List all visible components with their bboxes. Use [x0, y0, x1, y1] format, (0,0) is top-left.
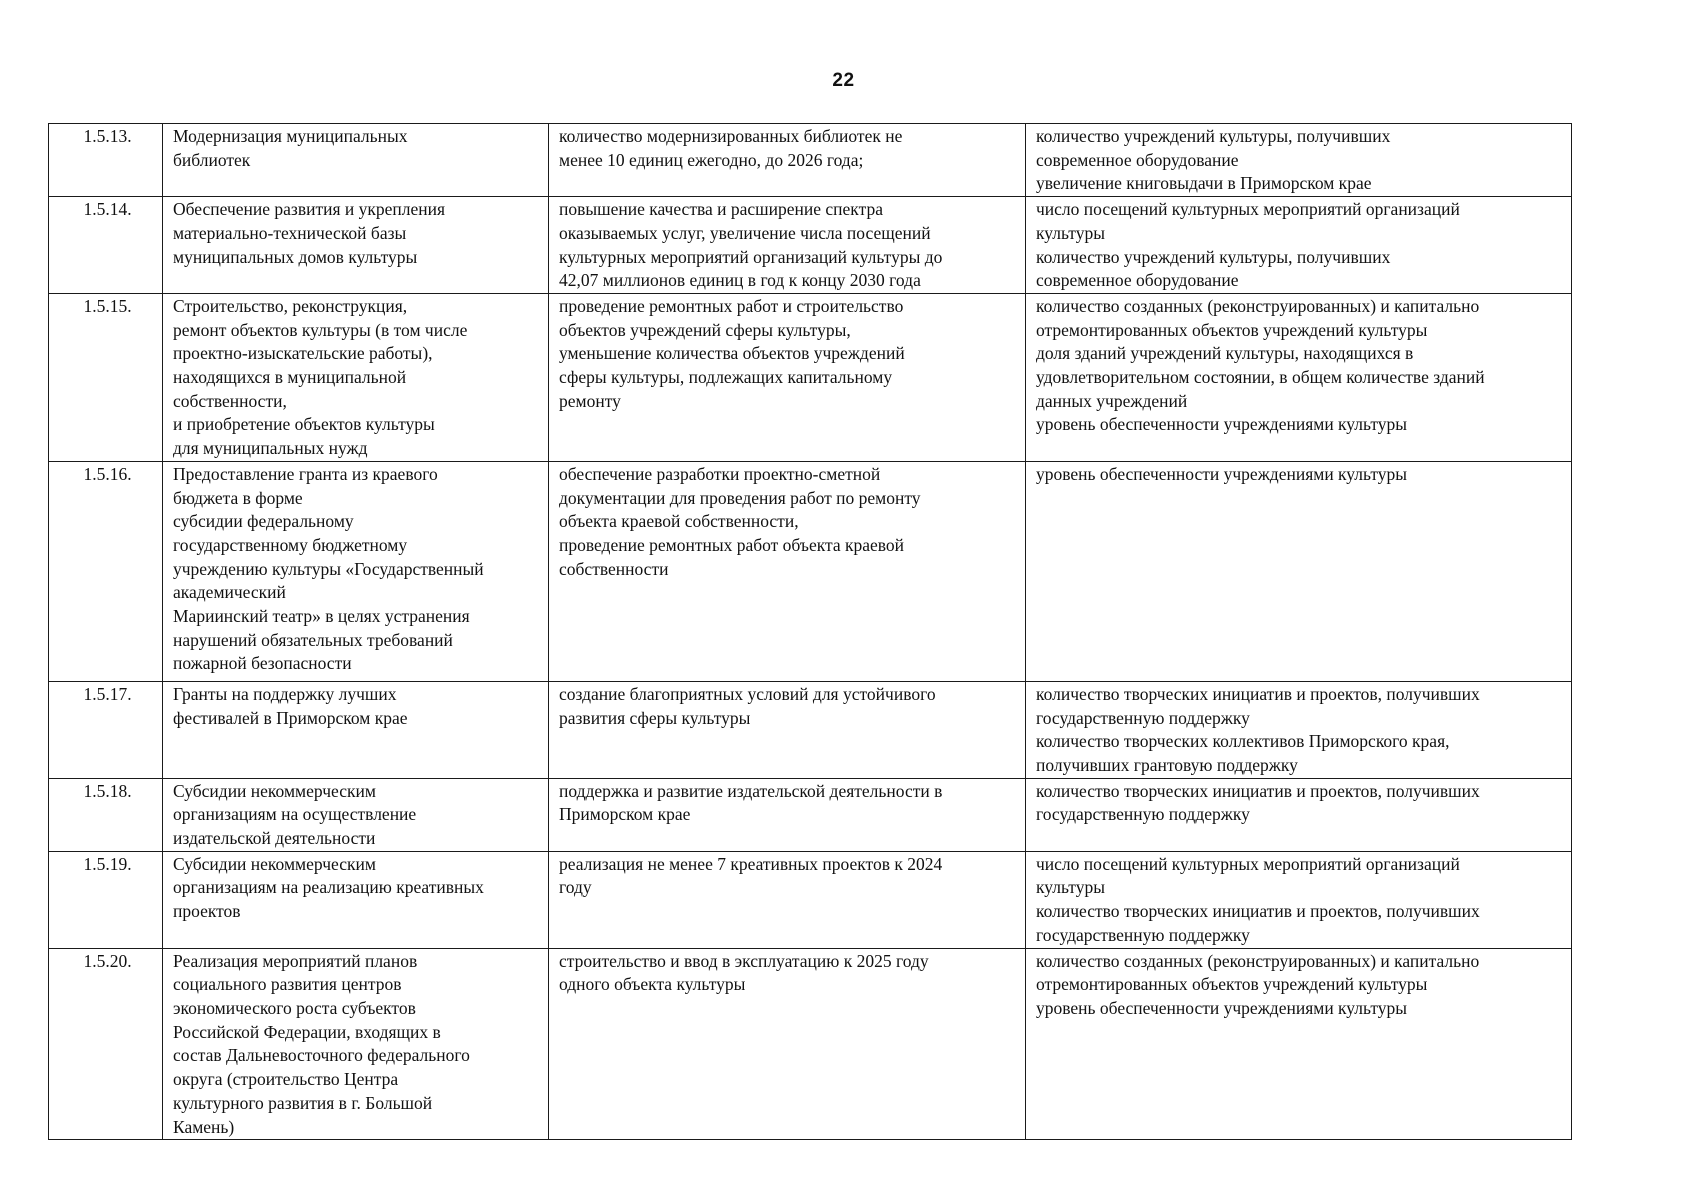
indicator-line: число посещений культурных мероприятий организаций [1036, 853, 1460, 874]
indicator-line: уровень обеспеченности учреждениями культуры [1036, 463, 1408, 484]
activity-line: материально-технической базы [173, 222, 407, 243]
indicator-cell [1026, 948, 1572, 1140]
indicator-cell [1026, 197, 1572, 294]
row-number-cell [49, 124, 163, 197]
result-cell [549, 948, 1026, 1140]
indicator-line: доля зданий учреждений культуры, находящихся в [1036, 343, 1414, 364]
indicator-line: количество творческих коллективов Приморского края, [1036, 731, 1450, 752]
row-number-cell [49, 197, 163, 294]
row-number: 1.5.14. [83, 199, 132, 220]
result-cell [549, 293, 1026, 461]
table-row [49, 681, 1572, 778]
result-line: обеспечение разработки проектно-сметной [559, 463, 881, 484]
result-line: создание благоприятных условий для устойчивого [559, 683, 936, 704]
activity-line: состав Дальневосточного федерального [173, 1045, 470, 1066]
table-row [49, 197, 1572, 294]
indicator-line: культуры [1036, 222, 1105, 243]
activity-line: организациям на осуществление [173, 804, 417, 825]
table-row [49, 948, 1572, 1140]
result-line: строительство и ввод в эксплуатацию к 2025 году [559, 950, 929, 971]
activity-line: социального развития центров [173, 974, 402, 995]
activity-line: ремонт объектов культуры (в том числе [173, 319, 468, 340]
row-number: 1.5.18. [83, 780, 132, 801]
result-line: документации для проведения работ по ремонту [559, 487, 921, 508]
activity-line: Реализация мероприятий планов [173, 950, 418, 971]
indicator-line: современное оборудование [1036, 149, 1239, 170]
result-line: объекта краевой собственности, [559, 511, 799, 532]
indicator-line: количество созданных (реконструированных) и капитально [1036, 950, 1480, 971]
activity-line: государственному бюджетному [173, 534, 408, 555]
activity-line: академический [173, 582, 286, 603]
activity-line: Строительство, реконструкция, [173, 295, 408, 316]
activity-line: Мариинский театр» в целях устранения [173, 606, 470, 627]
activity-line: нарушений обязательных требований [173, 629, 453, 650]
row-number-cell [49, 681, 163, 778]
indicator-line: увеличение книговыдачи в Приморском крае [1036, 173, 1372, 194]
activity-line: Обеспечение развития и укрепления [173, 199, 446, 220]
indicator-cell [1026, 293, 1572, 461]
result-line: уменьшение количества объектов учреждений [559, 343, 905, 364]
result-cell [549, 197, 1026, 294]
indicator-line: государственную поддержку [1036, 804, 1250, 825]
activity-line: субсидии федеральному [173, 511, 354, 532]
row-number-cell [49, 948, 163, 1140]
indicator-line: отремонтированных объектов учреждений культуры [1036, 974, 1428, 995]
indicator-line: государственную поддержку [1036, 707, 1250, 728]
activity-cell [163, 124, 549, 197]
indicator-line: уровень обеспеченности учреждениями культуры [1036, 997, 1408, 1018]
result-line: проведение ремонтных работ объекта краевой [559, 534, 905, 555]
indicator-cell [1026, 461, 1572, 681]
result-cell [549, 124, 1026, 197]
activity-line: Гранты на поддержку лучших [173, 683, 397, 704]
row-number-cell [49, 461, 163, 681]
table-row [49, 293, 1572, 461]
table-row [49, 124, 1572, 197]
indicator-cell [1026, 124, 1572, 197]
result-line: году [559, 877, 592, 898]
activity-cell [163, 948, 549, 1140]
row-number-cell [49, 293, 163, 461]
page-number: 22 [832, 70, 855, 91]
indicator-line: количество творческих инициатив и проектов, получивших [1036, 683, 1480, 704]
result-line: поддержка и развитие издательской деятельности в [559, 780, 943, 801]
activity-line: организациям на реализацию креативных [173, 877, 484, 898]
indicator-line: число посещений культурных мероприятий организаций [1036, 199, 1460, 220]
activity-line: фестивалей в Приморском крае [173, 707, 408, 728]
result-line: реализация не менее 7 креативных проектов к 2024 [559, 853, 943, 874]
activity-line: Субсидии некоммерческим [173, 853, 376, 874]
result-line: культурных мероприятий организаций культуры до [559, 246, 943, 267]
result-line: объектов учреждений сферы культуры, [559, 319, 851, 340]
activity-line: проектно-изыскательские работы), [173, 343, 433, 364]
activity-line: собственности, [173, 390, 287, 411]
row-number: 1.5.15. [83, 295, 132, 316]
result-line: 42,07 миллионов единиц в год к концу 2030 года [559, 270, 921, 291]
result-line: сферы культуры, подлежащих капитальному [559, 367, 893, 388]
result-line: одного объекта культуры [559, 974, 746, 995]
indicator-line: количество учреждений культуры, получивших [1036, 126, 1391, 146]
indicator-line: количество учреждений культуры, получивших [1036, 246, 1391, 267]
result-cell [549, 461, 1026, 681]
result-line: Приморском крае [559, 804, 691, 825]
indicator-line: отремонтированных объектов учреждений культуры [1036, 319, 1428, 340]
indicator-line: удовлетворительном состоянии, в общем количестве зданий [1036, 367, 1485, 388]
table-body [49, 124, 1572, 1140]
activity-line: Субсидии некоммерческим [173, 780, 376, 801]
activity-cell [163, 197, 549, 294]
table-row [49, 778, 1572, 851]
activity-cell [163, 851, 549, 948]
indicator-line: культуры [1036, 877, 1105, 898]
indicator-cell [1026, 851, 1572, 948]
table-row [49, 461, 1572, 681]
activity-line: для муниципальных нужд [173, 438, 368, 459]
row-number: 1.5.13. [83, 126, 132, 146]
indicator-line: данных учреждений [1036, 390, 1188, 411]
activity-line: округа (строительство Центра [173, 1069, 399, 1090]
indicator-line: количество творческих инициатив и проектов, получивших [1036, 901, 1480, 922]
activity-line: культурного развития в г. Большой [173, 1092, 433, 1113]
activity-line: и приобретение объектов культуры [173, 414, 435, 435]
row-number: 1.5.19. [83, 853, 132, 874]
row-number: 1.5.17. [83, 683, 132, 704]
activity-line: Предоставление гранта из краевого [173, 463, 438, 484]
result-line: проведение ремонтных работ и строительство [559, 295, 904, 316]
activity-line: Модернизация муниципальных [173, 126, 408, 146]
indicator-line: уровень обеспеченности учреждениями культуры [1036, 414, 1408, 435]
activity-line: бюджета в форме [173, 487, 303, 508]
activity-line: находящихся в муниципальной [173, 367, 407, 388]
activity-line: учреждению культуры «Государственный [173, 558, 484, 579]
row-number-cell [49, 778, 163, 851]
result-line: развития сферы культуры [559, 707, 751, 728]
table-row [49, 851, 1572, 948]
activity-line: издательской деятельности [173, 828, 376, 849]
indicator-line: получивших грантовую поддержку [1036, 754, 1298, 775]
result-line: количество модернизированных библиотек не [559, 126, 903, 146]
result-cell [549, 778, 1026, 851]
indicator-line: количество творческих инициатив и проектов, получивших [1036, 780, 1480, 801]
row-number: 1.5.16. [83, 463, 132, 484]
indicator-line: государственную поддержку [1036, 924, 1250, 945]
row-number: 1.5.20. [83, 950, 132, 971]
result-line: ремонту [559, 390, 621, 411]
activity-line: библиотек [173, 149, 251, 170]
activity-line: Российской Федерации, входящих в [173, 1021, 441, 1042]
result-line: собственности [559, 558, 669, 579]
indicator-line: количество созданных (реконструированных) и капитально [1036, 295, 1480, 316]
activity-line: муниципальных домов культуры [173, 246, 418, 267]
activity-cell [163, 293, 549, 461]
activity-cell [163, 461, 549, 681]
indicator-line: современное оборудование [1036, 270, 1239, 291]
indicator-cell [1026, 681, 1572, 778]
result-line: менее 10 единиц ежегодно, до 2026 года; [559, 149, 864, 170]
result-cell [549, 851, 1026, 948]
activity-line: Камень) [173, 1116, 235, 1137]
activity-cell [163, 681, 549, 778]
activity-line: экономического роста субъектов [173, 997, 416, 1018]
result-cell [549, 681, 1026, 778]
program-activities-table [48, 123, 1572, 1140]
row-number-cell [49, 851, 163, 948]
result-line: повышение качества и расширение спектра [559, 199, 883, 220]
activity-line: пожарной безопасности [173, 653, 352, 674]
result-line: оказываемых услуг, увеличение числа посещений [559, 222, 931, 243]
indicator-cell [1026, 778, 1572, 851]
activity-line: проектов [173, 901, 241, 922]
activity-cell [163, 778, 549, 851]
